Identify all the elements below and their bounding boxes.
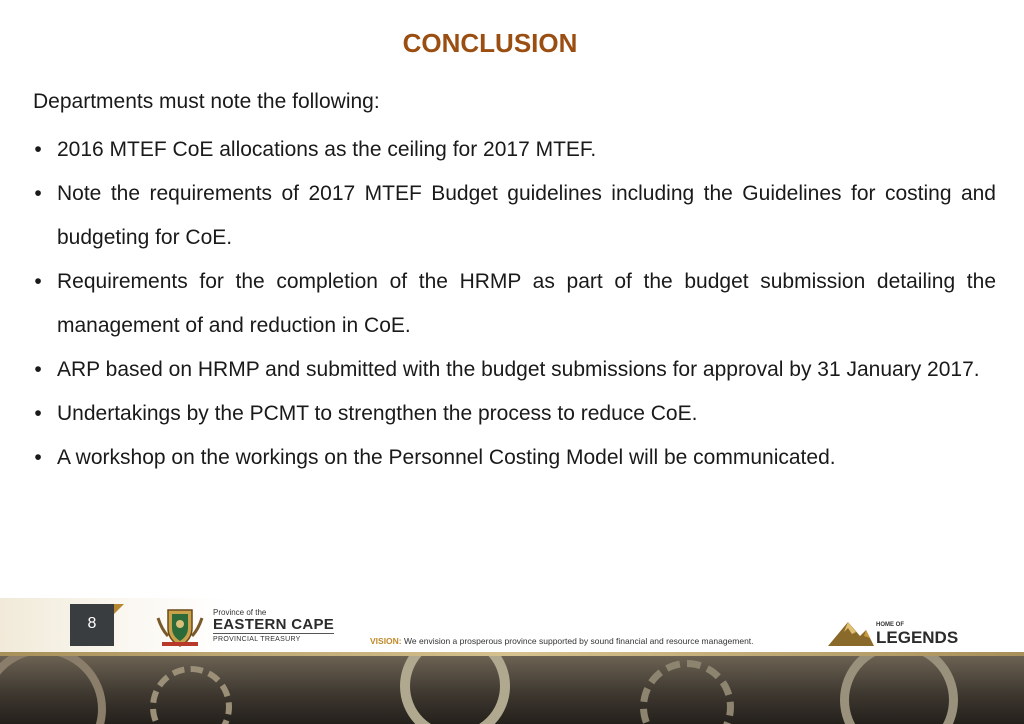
province-prefix: Province of the — [213, 608, 267, 617]
mountain-logo-icon — [826, 616, 876, 648]
bullet-text: ARP based on HRMP and submitted with the budget submissions for approval by 31 January 2017. — [57, 358, 980, 381]
bullet-item — [28, 172, 996, 260]
province-logo-text — [213, 608, 334, 644]
bullet-marker: • — [34, 270, 42, 293]
department-name: PROVINCIAL TREASURY — [213, 633, 334, 644]
bullet-item — [28, 128, 996, 172]
bullet-list — [28, 128, 996, 480]
bullet-text: 2016 MTEF CoE allocations as the ceiling for 2017 MTEF. — [57, 138, 597, 161]
bullet-text: A workshop on the workings on the Personnel Costing Model will be communicated. — [57, 446, 836, 469]
gear-icon — [400, 656, 510, 724]
gears-banner-image — [0, 656, 1024, 724]
gear-icon — [150, 666, 232, 724]
gear-icon — [840, 656, 958, 724]
bullet-item — [28, 436, 996, 480]
vision-text: We envision a prosperous province supported by sound financial and resource management. — [404, 636, 754, 646]
legends-name: LEGENDS — [876, 628, 959, 647]
coat-of-arms-icon — [154, 606, 206, 648]
bullet-marker: • — [34, 138, 42, 161]
page-number: 8 — [70, 604, 114, 646]
bullet-marker: • — [34, 402, 42, 425]
bullet-item — [28, 392, 996, 436]
gear-icon — [0, 656, 106, 724]
bullet-text: Note the requirements of 2017 MTEF Budget guidelines including the Guidelines for costing and budgeting for CoE. — [57, 182, 996, 249]
bullet-marker: • — [34, 358, 42, 381]
bullet-marker: • — [34, 446, 42, 469]
vision-label: VISION: — [370, 636, 402, 646]
bullet-item — [28, 260, 996, 348]
bullet-item — [28, 348, 996, 392]
slide-footer — [0, 598, 1024, 724]
vision-statement — [370, 636, 754, 646]
slide-title: CONCLUSION — [402, 28, 578, 58]
intro-text: Departments must note the following: — [33, 90, 380, 113]
bullet-marker: • — [34, 182, 42, 205]
legends-prefix: HOME OF — [876, 622, 904, 628]
province-name: EASTERN CAPE — [213, 616, 335, 633]
bullet-text: Requirements for the completion of the HRMP as part of the budget submission detailing the management of and reduction in CoE. — [57, 270, 996, 337]
bullet-text: Undertakings by the PCMT to strengthen the process to reduce CoE. — [57, 402, 698, 425]
legends-logo-text — [876, 622, 958, 646]
gear-icon — [640, 660, 734, 724]
